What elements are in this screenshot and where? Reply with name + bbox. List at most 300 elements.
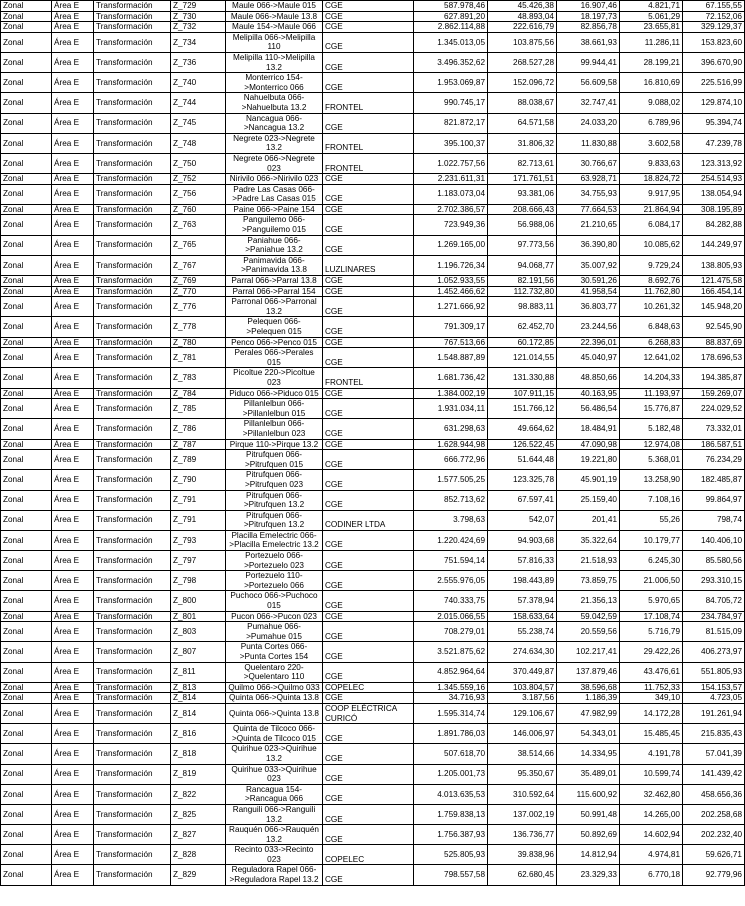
code-cell: Z_798 [171, 571, 226, 591]
area-cell: Área E [52, 215, 94, 235]
tramo-cell: Reguladora Rapel 066->Reguladora Rapel 13.2 [226, 865, 323, 885]
type-cell: Transformación [94, 622, 171, 642]
company-cell: CGE [323, 286, 414, 297]
total-cell: 84.282,88 [683, 215, 745, 235]
value1-cell: 2.862.114,88 [414, 22, 488, 33]
company-cell: CGE [323, 419, 414, 439]
area-cell: Área E [52, 450, 94, 470]
segment-cell: Zonal [1, 703, 52, 723]
area-cell: Área E [52, 764, 94, 784]
tramo-cell: Padre Las Casas 066->Padre Las Casas 015 [226, 184, 323, 204]
code-cell: Z_797 [171, 551, 226, 571]
company-cell: CGE [323, 73, 414, 93]
value3-cell: 48.850,66 [557, 368, 620, 388]
area-cell: Área E [52, 642, 94, 662]
value1-cell: 631.298,63 [414, 419, 488, 439]
total-cell: 145.948,20 [683, 297, 745, 317]
table-row [1, 622, 745, 642]
value2-cell: 107.911,15 [488, 388, 557, 399]
company-cell: CGE [323, 297, 414, 317]
company-cell: CGE [323, 184, 414, 204]
table-row [1, 439, 745, 450]
company-cell: CGE [323, 865, 414, 885]
area-cell: Área E [52, 510, 94, 530]
area-cell: Área E [52, 845, 94, 865]
value2-cell: 274.634,30 [488, 642, 557, 662]
company-cell: CGE [323, 317, 414, 337]
total-cell: 154.153,57 [683, 682, 745, 693]
type-cell: Transformación [94, 571, 171, 591]
table-row [1, 22, 745, 33]
code-cell: Z_789 [171, 450, 226, 470]
tramo-cell: Paine 066->Paine 154 [226, 204, 323, 215]
segment-cell: Zonal [1, 450, 52, 470]
table-row [1, 255, 745, 275]
value3-cell: 21.356,13 [557, 591, 620, 611]
code-cell: Z_829 [171, 865, 226, 885]
value4-cell: 9.833,63 [620, 153, 683, 173]
value1-cell: 1.681.736,42 [414, 368, 488, 388]
code-cell: Z_745 [171, 113, 226, 133]
segment-cell: Zonal [1, 32, 52, 52]
value1-cell: 1.052.933,55 [414, 276, 488, 287]
total-cell: 458.656,36 [683, 784, 745, 804]
value1-cell: 852.713,62 [414, 490, 488, 510]
value1-cell: 740.333,75 [414, 591, 488, 611]
type-cell: Transformación [94, 611, 171, 622]
area-cell: Área E [52, 530, 94, 550]
table-row [1, 693, 745, 704]
segment-cell: Zonal [1, 93, 52, 113]
value4-cell: 9.729,24 [620, 255, 683, 275]
value3-cell: 54.343,01 [557, 724, 620, 744]
code-cell: Z_787 [171, 439, 226, 450]
code-cell: Z_784 [171, 388, 226, 399]
value2-cell: 82.713,61 [488, 153, 557, 173]
value3-cell: 11.830,88 [557, 133, 620, 153]
tramo-cell: Portezuelo 066->Portezuelo 023 [226, 551, 323, 571]
value4-cell: 10.085,62 [620, 235, 683, 255]
table-row [1, 348, 745, 368]
value1-cell: 1.345.013,05 [414, 32, 488, 52]
table-row [1, 153, 745, 173]
table-row [1, 174, 745, 185]
value3-cell: 63.928,71 [557, 174, 620, 185]
value4-cell: 3.602,58 [620, 133, 683, 153]
area-cell: Área E [52, 204, 94, 215]
table-row [1, 1, 745, 12]
value2-cell: 152.096,72 [488, 73, 557, 93]
type-cell: Transformación [94, 317, 171, 337]
value1-cell: 1.183.073,04 [414, 184, 488, 204]
value2-cell: 62.452,70 [488, 317, 557, 337]
area-cell: Área E [52, 11, 94, 22]
area-cell: Área E [52, 368, 94, 388]
total-cell: 67.155,55 [683, 1, 745, 12]
table-body [1, 1, 745, 886]
area-cell: Área E [52, 470, 94, 490]
total-cell: 293.310,15 [683, 571, 745, 591]
tramo-cell: Nancagua 066->Nancagua 13.2 [226, 113, 323, 133]
value1-cell: 4.852.964,64 [414, 662, 488, 682]
tramo-cell: Picoltue 220->Picoltue 023 [226, 368, 323, 388]
tramo-cell: Perales 066->Perales 015 [226, 348, 323, 368]
value4-cell: 5.182,48 [620, 419, 683, 439]
value4-cell: 14.204,33 [620, 368, 683, 388]
segment-cell: Zonal [1, 174, 52, 185]
segment-cell: Zonal [1, 297, 52, 317]
value1-cell: 1.931.034,11 [414, 399, 488, 419]
type-cell: Transformación [94, 255, 171, 275]
value4-cell: 13.258,90 [620, 470, 683, 490]
type-cell: Transformación [94, 439, 171, 450]
value1-cell: 2.555.976,05 [414, 571, 488, 591]
value4-cell: 28.199,21 [620, 52, 683, 72]
segment-cell: Zonal [1, 439, 52, 450]
value1-cell: 1.196.726,34 [414, 255, 488, 275]
tramo-cell: Piduco 066->Piduco 015 [226, 388, 323, 399]
code-cell: Z_827 [171, 825, 226, 845]
area-cell: Área E [52, 865, 94, 885]
tramo-cell: Parral 066->Parral 154 [226, 286, 323, 297]
value2-cell: 198.443,89 [488, 571, 557, 591]
value1-cell: 798.557,58 [414, 865, 488, 885]
area-cell: Área E [52, 32, 94, 52]
table-row [1, 865, 745, 885]
table-row [1, 470, 745, 490]
area-cell: Área E [52, 388, 94, 399]
value4-cell: 5.970,65 [620, 591, 683, 611]
total-cell: 406.273,97 [683, 642, 745, 662]
area-cell: Área E [52, 286, 94, 297]
table-row [1, 611, 745, 622]
value4-cell: 5.061,29 [620, 11, 683, 22]
value3-cell: 30.766,67 [557, 153, 620, 173]
company-cell: FRONTEL [323, 153, 414, 173]
code-cell: Z_767 [171, 255, 226, 275]
value1-cell: 708.279,01 [414, 622, 488, 642]
tramo-cell: Parral 066->Parral 13.8 [226, 276, 323, 287]
code-cell: Z_765 [171, 235, 226, 255]
type-cell: Transformación [94, 22, 171, 33]
type-cell: Transformación [94, 865, 171, 885]
value1-cell: 3.521.875,62 [414, 642, 488, 662]
company-cell: COPELEC [323, 682, 414, 693]
value4-cell: 6.789,96 [620, 113, 683, 133]
value2-cell: 95.350,67 [488, 764, 557, 784]
value3-cell: 36.803,77 [557, 297, 620, 317]
company-cell: CGE [323, 399, 414, 419]
company-cell: CGE [323, 113, 414, 133]
value3-cell: 34.755,93 [557, 184, 620, 204]
total-cell: 396.670,90 [683, 52, 745, 72]
code-cell: Z_819 [171, 764, 226, 784]
area-cell: Área E [52, 571, 94, 591]
area-cell: Área E [52, 611, 94, 622]
total-cell: 121.475,58 [683, 276, 745, 287]
tramo-cell: Pelequen 066->Pelequen 015 [226, 317, 323, 337]
value2-cell: 45.426,38 [488, 1, 557, 12]
tramo-cell: Quinta 066->Quinta 13.8 [226, 703, 323, 723]
value4-cell: 6.848,63 [620, 317, 683, 337]
value3-cell: 115.600,92 [557, 784, 620, 804]
segment-cell: Zonal [1, 1, 52, 12]
type-cell: Transformación [94, 530, 171, 550]
tramo-cell: Quelentaro 220->Quelentaro 110 [226, 662, 323, 682]
value3-cell: 102.217,41 [557, 642, 620, 662]
value3-cell: 50.991,48 [557, 804, 620, 824]
code-cell: Z_814 [171, 703, 226, 723]
company-cell: FRONTEL [323, 368, 414, 388]
type-cell: Transformación [94, 337, 171, 348]
type-cell: Transformación [94, 73, 171, 93]
value2-cell: 123.325,78 [488, 470, 557, 490]
code-cell: Z_748 [171, 133, 226, 153]
type-cell: Transformación [94, 804, 171, 824]
table-row [1, 530, 745, 550]
code-cell: Z_803 [171, 622, 226, 642]
total-cell: 99.864,97 [683, 490, 745, 510]
tramo-cell: Portezuelo 110->Portezuelo 066 [226, 571, 323, 591]
type-cell: Transformación [94, 419, 171, 439]
code-cell: Z_785 [171, 399, 226, 419]
value3-cell: 56.486,54 [557, 399, 620, 419]
value1-cell: 1.756.387,93 [414, 825, 488, 845]
area-cell: Área E [52, 184, 94, 204]
value4-cell: 9.917,95 [620, 184, 683, 204]
code-cell: Z_732 [171, 22, 226, 33]
company-cell: CGE [323, 348, 414, 368]
type-cell: Transformación [94, 276, 171, 287]
table-row [1, 368, 745, 388]
value4-cell: 12.974,08 [620, 439, 683, 450]
type-cell: Transformación [94, 470, 171, 490]
tramo-cell: Panguilemo 066->Panguilemo 015 [226, 215, 323, 235]
value3-cell: 25.159,40 [557, 490, 620, 510]
total-cell: 191.261,94 [683, 703, 745, 723]
segment-cell: Zonal [1, 399, 52, 419]
code-cell: Z_744 [171, 93, 226, 113]
value3-cell: 35.007,92 [557, 255, 620, 275]
value4-cell: 10.261,32 [620, 297, 683, 317]
segment-cell: Zonal [1, 215, 52, 235]
table-row [1, 845, 745, 865]
total-cell: 95.394,74 [683, 113, 745, 133]
value1-cell: 1.205.001,73 [414, 764, 488, 784]
code-cell: Z_800 [171, 591, 226, 611]
type-cell: Transformación [94, 215, 171, 235]
segment-cell: Zonal [1, 286, 52, 297]
tramo-cell: Monterrico 154->Monterrico 066 [226, 73, 323, 93]
value2-cell: 94.903,68 [488, 530, 557, 550]
type-cell: Transformación [94, 368, 171, 388]
value4-cell: 10.179,77 [620, 530, 683, 550]
type-cell: Transformación [94, 204, 171, 215]
code-cell: Z_780 [171, 337, 226, 348]
type-cell: Transformación [94, 845, 171, 865]
type-cell: Transformación [94, 184, 171, 204]
table-row [1, 551, 745, 571]
value2-cell: 222.616,79 [488, 22, 557, 33]
code-cell: Z_750 [171, 153, 226, 173]
value3-cell: 201,41 [557, 510, 620, 530]
company-cell: LUZLINARES [323, 255, 414, 275]
value4-cell: 29.422,26 [620, 642, 683, 662]
table-row [1, 93, 745, 113]
segment-cell: Zonal [1, 133, 52, 153]
value2-cell: 103.875,56 [488, 32, 557, 52]
code-cell: Z_760 [171, 204, 226, 215]
area-cell: Área E [52, 235, 94, 255]
value4-cell: 5.368,01 [620, 450, 683, 470]
code-cell: Z_813 [171, 682, 226, 693]
value4-cell: 23.655,81 [620, 22, 683, 33]
company-cell: CGE [323, 530, 414, 550]
value4-cell: 5.716,79 [620, 622, 683, 642]
code-cell: Z_822 [171, 784, 226, 804]
area-cell: Área E [52, 297, 94, 317]
company-cell: CGE [323, 235, 414, 255]
code-cell: Z_828 [171, 845, 226, 865]
area-cell: Área E [52, 551, 94, 571]
table-row [1, 399, 745, 419]
tramo-cell: Quirihue 023->Quirihue 13.2 [226, 744, 323, 764]
company-cell: CGE [323, 450, 414, 470]
table-row [1, 388, 745, 399]
area-cell: Área E [52, 348, 94, 368]
type-cell: Transformación [94, 784, 171, 804]
company-cell: CGE [323, 174, 414, 185]
value3-cell: 23.329,33 [557, 865, 620, 885]
value2-cell: 39.838,96 [488, 845, 557, 865]
tramo-cell: Nahuelbuta 066->Nahuelbuta 13.2 [226, 93, 323, 113]
value2-cell: 64.571,58 [488, 113, 557, 133]
tramo-cell: Pitrufquen 066->Pitrufquen 13.2 [226, 490, 323, 510]
table-row [1, 184, 745, 204]
table-row [1, 337, 745, 348]
tramo-cell: Parronal 066->Parronal 13.2 [226, 297, 323, 317]
code-cell: Z_781 [171, 348, 226, 368]
value1-cell: 1.891.786,03 [414, 724, 488, 744]
value1-cell: 395.100,37 [414, 133, 488, 153]
value2-cell: 310.592,64 [488, 784, 557, 804]
company-cell: CODINER LTDA [323, 510, 414, 530]
segment-cell: Zonal [1, 764, 52, 784]
area-cell: Área E [52, 133, 94, 153]
tramo-cell: Pumahue 066->Pumahue 015 [226, 622, 323, 642]
value2-cell: 51.644,48 [488, 450, 557, 470]
tramo-cell: Pitrufquen 066->Pitrufquen 015 [226, 450, 323, 470]
type-cell: Transformación [94, 682, 171, 693]
table-row [1, 32, 745, 52]
value2-cell: 171.761,51 [488, 174, 557, 185]
value1-cell: 587.978,46 [414, 1, 488, 12]
value2-cell: 94.068,77 [488, 255, 557, 275]
type-cell: Transformación [94, 703, 171, 723]
company-cell: FRONTEL [323, 133, 414, 153]
total-cell: 798,74 [683, 510, 745, 530]
total-cell: 159.269,07 [683, 388, 745, 399]
segment-cell: Zonal [1, 337, 52, 348]
total-cell: 551.805,93 [683, 662, 745, 682]
type-cell: Transformación [94, 764, 171, 784]
code-cell: Z_756 [171, 184, 226, 204]
value3-cell: 82.856,78 [557, 22, 620, 33]
total-cell: 215.835,43 [683, 724, 745, 744]
segment-cell: Zonal [1, 204, 52, 215]
tramo-cell: Panimavida 066->Panimavida 13.8 [226, 255, 323, 275]
tramo-cell: Pitrufquen 066->Pitrufquen 023 [226, 470, 323, 490]
type-cell: Transformación [94, 133, 171, 153]
value4-cell: 17.108,74 [620, 611, 683, 622]
total-cell: 76.234,29 [683, 450, 745, 470]
company-cell: CGE [323, 276, 414, 287]
area-cell: Área E [52, 399, 94, 419]
code-cell: Z_730 [171, 11, 226, 22]
area-cell: Área E [52, 1, 94, 12]
table-row [1, 682, 745, 693]
area-cell: Área E [52, 804, 94, 824]
code-cell: Z_814 [171, 693, 226, 704]
total-cell: 88.837,69 [683, 337, 745, 348]
table-row [1, 235, 745, 255]
value4-cell: 21.006,50 [620, 571, 683, 591]
value2-cell: 131.330,88 [488, 368, 557, 388]
value4-cell: 10.599,74 [620, 764, 683, 784]
area-cell: Área E [52, 93, 94, 113]
value4-cell: 4.191,78 [620, 744, 683, 764]
code-cell: Z_816 [171, 724, 226, 744]
tramo-cell: Rancagua 154->Rancagua 066 [226, 784, 323, 804]
value4-cell: 18.824,72 [620, 174, 683, 185]
area-cell: Área E [52, 153, 94, 173]
value2-cell: 158.633,64 [488, 611, 557, 622]
segment-cell: Zonal [1, 490, 52, 510]
type-cell: Transformación [94, 551, 171, 571]
area-cell: Área E [52, 255, 94, 275]
total-cell: 225.516,99 [683, 73, 745, 93]
value4-cell: 16.810,69 [620, 73, 683, 93]
value3-cell: 32.747,41 [557, 93, 620, 113]
total-cell: 141.439,42 [683, 764, 745, 784]
value1-cell: 1.271.666,92 [414, 297, 488, 317]
value2-cell: 370.449,87 [488, 662, 557, 682]
tramo-cell: Punta Cortes 066->Punta Cortes 154 [226, 642, 323, 662]
area-cell: Área E [52, 693, 94, 704]
value1-cell: 2.015.066,55 [414, 611, 488, 622]
value2-cell: 82.191,56 [488, 276, 557, 287]
total-cell: 153.823,60 [683, 32, 745, 52]
area-cell: Área E [52, 337, 94, 348]
value2-cell: 31.806,32 [488, 133, 557, 153]
total-cell: 186.587,51 [683, 439, 745, 450]
code-cell: Z_786 [171, 419, 226, 439]
table-row [1, 286, 745, 297]
type-cell: Transformación [94, 11, 171, 22]
total-cell: 92.545,90 [683, 317, 745, 337]
table-row [1, 204, 745, 215]
tramo-cell: Penco 066->Penco 015 [226, 337, 323, 348]
table-row [1, 591, 745, 611]
value2-cell: 93.381,06 [488, 184, 557, 204]
value3-cell: 36.390,80 [557, 235, 620, 255]
segment-cell: Zonal [1, 113, 52, 133]
tramo-cell: Pillanlelbun 066->Pillanlelbun 023 [226, 419, 323, 439]
tramo-cell: Rauquén 066->Rauquén 13.2 [226, 825, 323, 845]
value2-cell: 3.187,56 [488, 693, 557, 704]
segment-cell: Zonal [1, 73, 52, 93]
value1-cell: 791.309,17 [414, 317, 488, 337]
